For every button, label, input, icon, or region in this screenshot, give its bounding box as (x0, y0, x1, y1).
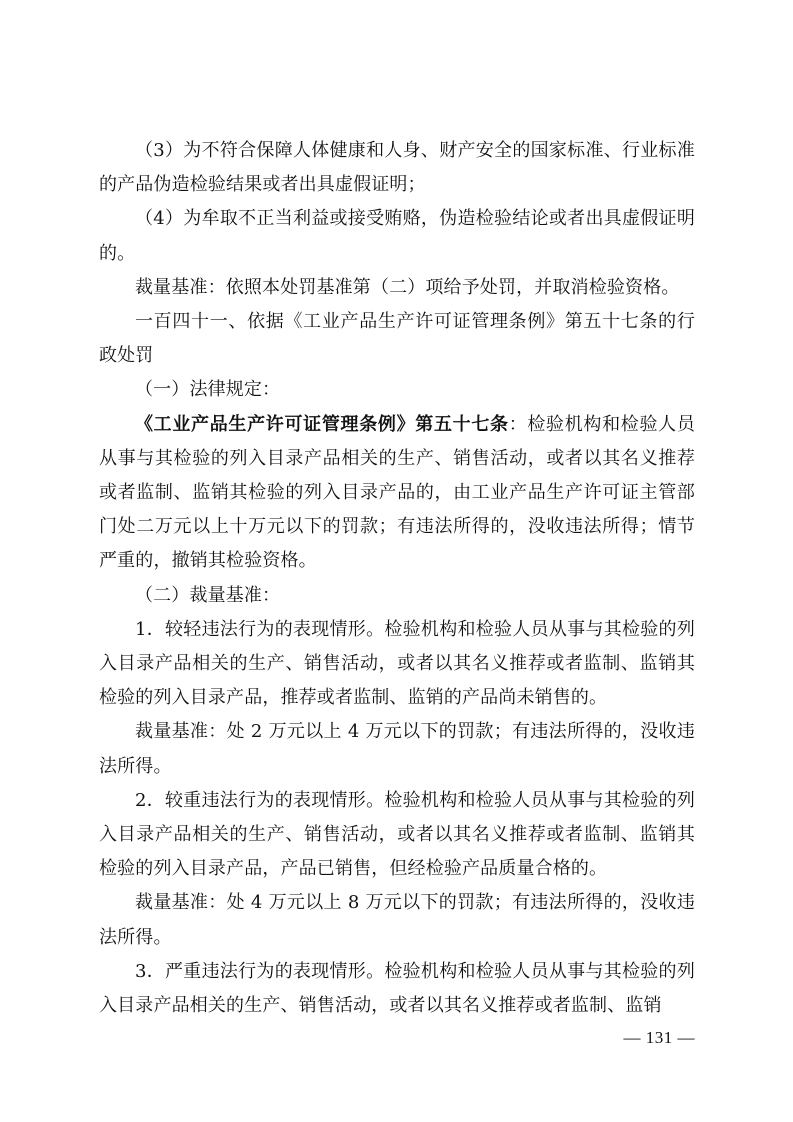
paragraph-serious-violation: 2．较重违法行为的表现情形。检验机构和检验人员从事与其检验的列入目录产品相关的生产、销售活动，或者以其名义推荐或者监制、监销其检验的列入目录产品，产品已销售，但经检验产品质量合格的。 (99, 789, 695, 880)
law-article-text: ：检验机构和检验人员从事与其检验的列入目录产品相关的生产、销售活动，或者以其名义推荐或者监制、监销其检验的列入目录产品的，由工业产品生产许可证主管部门处二万元以上十万元以下的罚款；有违法所得的，没收违法所得；情节严重的，撤销其检验资格。 (99, 413, 695, 572)
paragraph-severe-violation: 3．严重违法行为的表现情形。检验机构和检验人员从事与其检验的列入目录产品相关的生产、销售活动，或者以其名义推荐或者监制、监销 (99, 960, 695, 1017)
paragraph-item-3: （3）为不符合保障人体健康和人身、财产安全的国家标准、行业标准的产品伪造检验结果或者出具虚假证明； (99, 140, 695, 196)
paragraph-serious-penalty: 裁量基准：处 4 万元以上 8 万元以下的罚款；有违法所得的，没收违法所得。 (99, 892, 695, 948)
subheading-discretion-standard: （二）裁量基准： (135, 584, 281, 606)
subheading-legal-provision: （一）法律规定： (135, 379, 281, 401)
page-number: — 131 — (623, 1028, 695, 1047)
paragraph-item-4: （4）为牟取不正当利益或接受贿赂，伪造检验结论或者出具虚假证明的。 (99, 208, 695, 264)
paragraph-minor-penalty: 裁量基准：处 2 万元以上 4 万元以下的罚款；有违法所得的，没收违法所得。 (99, 721, 695, 777)
law-article-paragraph (99, 408, 695, 579)
paragraph-minor-violation: 1．较轻违法行为的表现情形。检验机构和检验人员从事与其检验的列入目录产品相关的生产、销售活动，或者以其名义推荐或者监制、监销其检验的列入目录产品，推荐或者监制、监销的产品尚未销售的。 (99, 618, 695, 709)
section-heading-141: 一百四十一、依据《工业产品生产许可证管理条例》第五十七条的行政处罚 (99, 311, 695, 367)
paragraph-discretion-standard: 裁量基准：依照本处罚基准第（二）项给予处罚，并取消检验资格。 (135, 276, 680, 298)
law-article-title: 《工业产品生产许可证管理条例》第五十七条 (135, 413, 509, 435)
document-body (99, 134, 695, 1023)
